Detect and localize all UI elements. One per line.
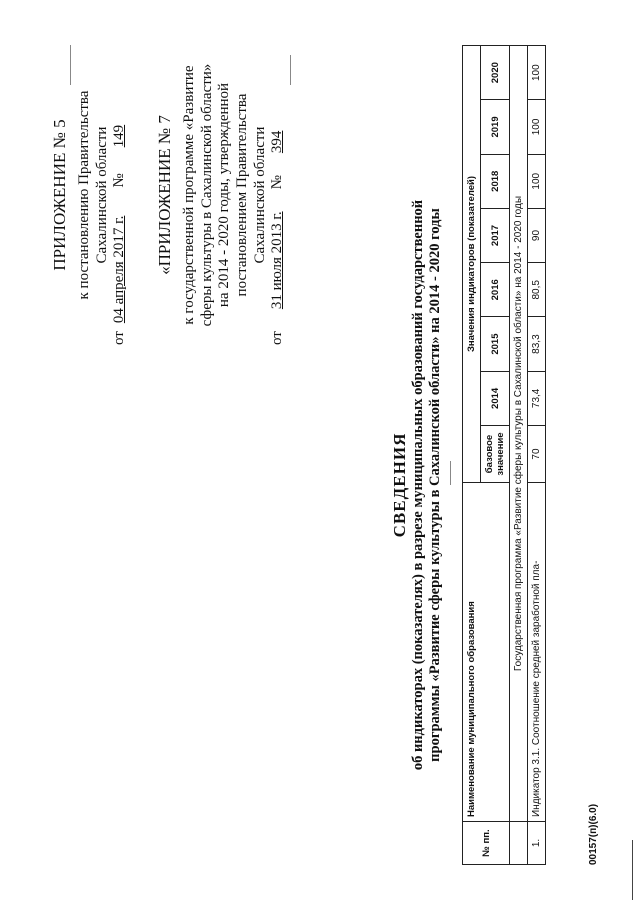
row-value: 100 (528, 100, 546, 154)
row-name: Индикатор 3.1. Соотношение средней заработной пла- (528, 483, 546, 822)
appendix-5-num-prefix: № (111, 173, 128, 188)
appendix-5-block (50, 45, 129, 345)
program-row-num (510, 822, 528, 865)
row-base: 70 (528, 426, 546, 483)
col-name-header: Наименование муниципального образования (463, 483, 510, 822)
appendix-7-number: 394 (269, 130, 286, 154)
appendix-7-title: «ПРИЛОЖЕНИЕ № 7 (155, 115, 174, 275)
row-value: 73,4 (528, 371, 546, 425)
indicators-table (462, 45, 546, 865)
year-header: 2019 (481, 100, 510, 154)
year-header: 2016 (481, 263, 510, 317)
appendix-7-num-prefix: № (269, 175, 286, 190)
program-row-label: Государственная программа «Развитие сферы культуры в Сахалинской области» на 2014 - 2020 годы (510, 46, 528, 822)
appendix-5-date-prefix: от (111, 331, 128, 345)
col-num-header: № пп. (463, 822, 510, 865)
appendix-7-line3: на 2014 - 2020 годы, утвержденной (216, 82, 233, 308)
document-heading (390, 125, 444, 845)
table-header-row (463, 46, 481, 865)
row-value: 100 (528, 154, 546, 208)
heading-line2: программы «Развитие сферы культуры в Сахалинской области» на 2014 - 2020 годы (427, 208, 444, 762)
scan-mark (70, 45, 71, 85)
appendix-7-line1: к государственной программе «Развитие (181, 65, 198, 325)
col-base-header: базовое значение (481, 426, 510, 483)
appendix-7-date-prefix: от (269, 331, 286, 345)
col-values-header: Значения индикаторов (показателей) (463, 46, 481, 483)
table-row (528, 46, 546, 865)
program-row (510, 46, 528, 865)
appendix-5-line2: Сахалинской области (93, 126, 110, 264)
appendix-5-date: 04 апреля 2017 г. (111, 215, 128, 324)
row-value: 90 (528, 208, 546, 262)
scan-edge-line (632, 840, 633, 900)
year-header: 2015 (481, 317, 510, 371)
appendix-7-date: 31 июля 2013 г. (269, 211, 286, 310)
row-value: 83,3 (528, 317, 546, 371)
year-header: 2017 (481, 208, 510, 262)
scan-mark (290, 55, 291, 85)
row-num: 1. (528, 822, 546, 865)
heading-title: СВЕДЕНИЯ (390, 432, 409, 538)
year-header: 2014 (481, 371, 510, 425)
appendix-7-block (155, 45, 287, 345)
appendix-7-line2: сферы культуры в Сахалинской области» (198, 63, 215, 327)
appendix-7-line4: постановлением Правительства (234, 93, 251, 297)
row-value: 100 (528, 46, 546, 100)
row-value: 80,5 (528, 263, 546, 317)
appendix-5-title: ПРИЛОЖЕНИЕ № 5 (50, 119, 69, 271)
appendix-7-line5: Сахалинской области (251, 126, 268, 264)
heading-line1: об индикаторах (показателях) в разрезе муниципальных образований государственной (410, 199, 427, 771)
document-code: 00157(п)(6.0) (588, 803, 599, 865)
appendix-5-line1: к постановлению Правительства (76, 90, 93, 300)
scan-mark (450, 461, 451, 485)
year-header: 2018 (481, 154, 510, 208)
appendix-5-date-row (111, 45, 129, 345)
appendix-5-number: 149 (111, 124, 128, 148)
year-header: 2020 (481, 46, 510, 100)
appendix-7-date-row (269, 45, 287, 345)
